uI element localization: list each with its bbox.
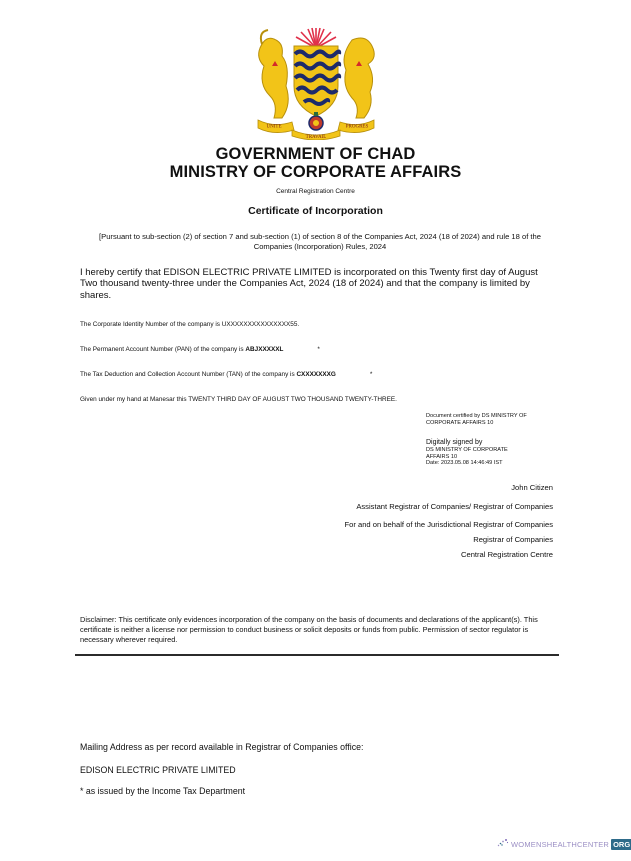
tan-label: The Tax Deduction and Collection Account Number (TAN) of the company is: [80, 371, 297, 378]
ministry-title: MINISTRY OF CORPORATE AFFAIRS: [169, 163, 462, 181]
watermark-text: WOMENSHEALTHCENTER: [511, 839, 610, 849]
svg-text:PROGRES: PROGRES: [345, 124, 369, 130]
pan-line: [80, 346, 320, 353]
watermark-badge: ORG: [613, 839, 631, 849]
signer-line-1: DS MINISTRY OF CORPORATE: [426, 447, 508, 453]
chad-coat-of-arms-icon: [252, 26, 380, 140]
certified-line-2: CORPORATE AFFAIRS 10: [426, 419, 494, 426]
signatory-office: Registrar of Companies: [473, 535, 553, 544]
tan-value: CXXXXXXXG: [296, 371, 336, 378]
cin-label: The Corporate Identity Number of the company is: [80, 321, 222, 328]
signatory-name: John Citizen: [511, 483, 553, 492]
income-tax-footnote: * as issued by the Income Tax Department: [80, 786, 246, 796]
sparkle-dots-icon: [497, 835, 509, 853]
certified-line-1: Document certified by DS MINISTRY OF: [426, 413, 527, 419]
government-title: GOVERNMENT OF CHAD: [215, 145, 416, 163]
cin-value: UXXXXXXXXXXXXXXX55.: [221, 321, 300, 328]
tan-footnote-mark: *: [369, 371, 373, 378]
signatory-designation: Assistant Registrar of Companies/ Registrar of Companies: [356, 502, 553, 511]
certificate-title: Certificate of Incorporation: [248, 205, 383, 217]
divider: [75, 654, 559, 656]
document-certified-note: [426, 413, 566, 426]
svg-text:UNITE: UNITE: [266, 124, 282, 130]
signatory-centre: Central Registration Centre: [460, 550, 553, 559]
disclaimer: Disclaimer: This certificate only evidences incorporation of the company on the basis of documents and declarations of the applicant(s). This certificate is neither a license nor permission to conduct business or solicit deposits or funds from public. Permission of sector regulator is necessary wherever required.: [80, 615, 538, 644]
signer-line-2: AFFAIRS 10: [426, 453, 458, 460]
signatory-on-behalf: For and on behalf of the Jurisdictional Registrar of Companies: [344, 520, 553, 529]
pan-value: ABJXXXXXL: [245, 346, 284, 353]
signature-date: Date: 2023.05.08 14:46:49 IST: [426, 460, 503, 466]
digital-signature-block[interactable]: [426, 439, 566, 467]
svg-text:TRAVAIL: TRAVAIL: [305, 135, 327, 140]
registration-centre-subtitle: Central Registration Centre: [276, 188, 355, 195]
tan-line: [80, 371, 372, 378]
pursuant-clause: [Pursuant to sub-section (2) of section 7 and sub-section (1) of section 8 of the Companies Act, 2024 (18 of 2024) and rule 18 of the Companies (Incorporation) Rules, 2024: [99, 232, 541, 251]
page-title: [0, 145, 631, 181]
mailing-address-label: Mailing Address as per record available in Registrar of Companies office:: [80, 742, 364, 752]
given-under-line: Given under my hand at Manesar this TWENTY THIRD DAY OF AUGUST TWO THOUSAND TWENTY-THREE.: [80, 396, 397, 403]
watermark[interactable]: [497, 837, 631, 851]
mailing-company-name: EDISON ELECTRIC PRIVATE LIMITED: [80, 765, 236, 775]
certification-statement: I hereby certify that EDISON ELECTRIC PRIVATE LIMITED is incorporated on this Twenty first day of August Two thousand twenty-three under the Companies Act, 2024 (18 of 2024) and that the company is limited by shares.: [80, 267, 538, 301]
pan-label: The Permanent Account Number (PAN) of the company is: [80, 346, 246, 353]
signed-by-label: Digitally signed by: [426, 439, 483, 446]
pan-footnote-mark: *: [317, 346, 320, 353]
cin-line: [80, 321, 299, 328]
